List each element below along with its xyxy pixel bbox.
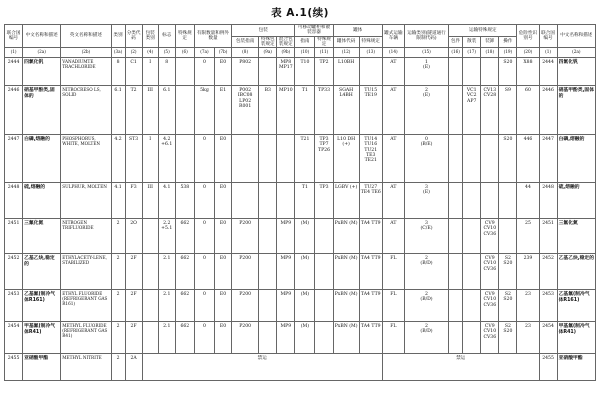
cell-bulk: VC1 VC2 AP7 (463, 86, 481, 135)
cell-mp (277, 135, 295, 183)
cell-op: S2 S20 (499, 254, 517, 290)
cell-tsp: TP33 (315, 86, 333, 135)
cell-bulk (463, 58, 481, 86)
cell-cn2: 硝基甲酚类,固体的 (557, 86, 595, 135)
cell-cn2: 乙基乙炔,稳定的 (557, 254, 595, 290)
col-special-provisions: 特殊规定 (175, 25, 194, 48)
cell-op (499, 183, 517, 219)
cell-cat (404, 254, 448, 290)
cell-pi (232, 183, 259, 219)
tunnel-code: (B/E) (420, 142, 433, 148)
cell-en: NITROGEN TRIFLUORIDE (61, 219, 111, 254)
cell-pk (449, 58, 463, 86)
table-row: 2455 亚硝酸甲酯 METHYL NITRITE 2 2A 禁运 禁运 2455 亚硝酸甲酯 (5, 354, 596, 381)
cell-en: VANADIUMTE TRACHLORIDE (61, 58, 111, 86)
cell-cn2: 三氟化氮 (557, 219, 595, 254)
cell-hin: 23 (517, 290, 539, 322)
cell-pk (449, 322, 463, 354)
cell-sp (175, 86, 194, 135)
sub-mixed-packing: 混合包装规定 (277, 36, 295, 48)
table-row (5, 254, 596, 290)
col-portable-tanks: 可移动罐柜和散装容器 (295, 25, 333, 37)
cell-cat (404, 135, 448, 183)
cell-veh: AT (382, 183, 404, 219)
cell-veh: AT (382, 86, 404, 135)
cell-veh: FL (382, 254, 404, 290)
cell-un2: 2452 (539, 254, 557, 290)
cell-ld (481, 58, 499, 86)
col-transport-category: 运输类别(隧道通行限制代码) (404, 25, 448, 48)
cell-cn2: 甲基氟(制冷气体R41) (557, 322, 595, 354)
cell-tsp2 (359, 58, 382, 86)
col-tank-vehicle: 罐式运输车辆 (382, 25, 404, 48)
col-packaging: 包装 (232, 25, 295, 37)
col-packing-group: 包装类别 (142, 25, 158, 48)
cell-cls: 2 (111, 219, 125, 254)
page-title: 表 A.1(续) (271, 7, 329, 19)
cell-mp: MP9 (277, 290, 295, 322)
cell-en: NITROCRESO LS, SOLID (61, 86, 111, 135)
cell-lq: 0 (194, 219, 214, 254)
cell-un2: 2454 (539, 322, 557, 354)
cell-un2: 2447 (539, 135, 557, 183)
banned-notice: 禁运 (382, 354, 539, 381)
cell-tsp: TP2 (315, 58, 333, 86)
cell-op: S2 S20 (499, 322, 517, 354)
cell-lbl: 4.2 +6.1 (158, 135, 175, 183)
cell-tpi: (M) (295, 322, 315, 354)
dangerous-goods-table (4, 24, 596, 381)
cell-bulk (463, 322, 481, 354)
cell-pi: P200 (232, 322, 259, 354)
cell-en: ETHYLACETY-LENE, STABILIZED (61, 254, 111, 290)
cell-en: METHYL FLUORIDE (REFRIGERANT GAS R41) (61, 322, 111, 354)
cell-pk (449, 86, 463, 135)
cell-veh: AT (382, 58, 404, 86)
cell-veh: AT (382, 219, 404, 254)
tunnel-code: (B/D) (420, 261, 433, 267)
cell-bulk (463, 183, 481, 219)
cell-mp: MP9 (277, 219, 295, 254)
banned-notice: 禁运 (142, 354, 382, 381)
cell-hin: 60 (517, 86, 539, 135)
cell-lq: 0 (194, 322, 214, 354)
cell-code: 2F (125, 290, 142, 322)
cell-pg (142, 290, 158, 322)
transport-category: 2 (425, 324, 428, 330)
cell-pk (449, 290, 463, 322)
cell-cn: 甲基氟(制冷气体R41) (23, 322, 61, 354)
cell-bulk (463, 219, 481, 254)
cell-spp (259, 290, 277, 322)
cell-cat (404, 183, 448, 219)
cell-eq: E0 (214, 290, 231, 322)
cell-spp (259, 58, 277, 86)
cell-code: T2 (125, 86, 142, 135)
cell-sp: 538 (175, 183, 194, 219)
cell-hin: 23 (517, 322, 539, 354)
cell-cn: 四氯化钒 (23, 58, 61, 86)
cell-eq: E0 (214, 135, 231, 183)
cell-hin: 25 (517, 219, 539, 254)
cell-sp (175, 135, 194, 183)
cell-cn2: 白磷,熔融的 (557, 135, 595, 183)
cell-un: 2453 (5, 290, 23, 322)
cell-pi: P200 (232, 290, 259, 322)
transport-category: 3 (425, 221, 428, 227)
cell-mp (277, 183, 295, 219)
cell-pg (142, 322, 158, 354)
cell-pk (449, 219, 463, 254)
transport-category: 1 (425, 60, 428, 66)
cell-spp (259, 135, 277, 183)
cell-pi: P002 IBC08 LP02 R001 (232, 86, 259, 135)
cell-pi (232, 135, 259, 183)
sub-tank-instructions: 指南 (295, 36, 315, 48)
cell-pg: III (142, 86, 158, 135)
cell-ld: CV9 CV10 CV36 (481, 290, 499, 322)
cell-cls: 2 (111, 254, 125, 290)
cell-code: ST3 (125, 135, 142, 183)
sub-packages: 包件 (449, 36, 463, 48)
cell-un2: 2448 (539, 183, 557, 219)
tunnel-code: (E) (423, 190, 430, 196)
cell-un: 2448 (5, 183, 23, 219)
col-un-right: 联合国编号 (539, 25, 557, 48)
cell-ld: CV13 CV28 (481, 86, 499, 135)
cell-un2: 2444 (539, 58, 557, 86)
cell-pi: P802 (232, 58, 259, 86)
col-name-cn-right: 中文名称和描述 (557, 25, 595, 48)
cell-un2: 2453 (539, 290, 557, 322)
cell-pk (449, 254, 463, 290)
cell-eq: E0 (214, 322, 231, 354)
cell-en: ETHYL FLUORIDE (REFRIGERANT GAS R161) (61, 290, 111, 322)
cell-tsp2: TU14 TU16 TU21 TE3 TE21 (359, 135, 382, 183)
cell-lbl: 6.1 (158, 86, 175, 135)
cell-un: 2454 (5, 322, 23, 354)
cell-un: 2452 (5, 254, 23, 290)
cell-veh: FL (382, 290, 404, 322)
cell-pg: I (142, 135, 158, 183)
cell-eq: E1 (214, 86, 231, 135)
cell-code: F3 (125, 183, 142, 219)
sub-tank-special-2: 特殊规定 (359, 36, 382, 48)
cell-op: S20 (499, 58, 517, 86)
cell-cn: 三氟化氮 (23, 219, 61, 254)
cell-lbl: 4.1 (158, 183, 175, 219)
cell-un: 2444 (5, 58, 23, 86)
cell-tpi: (M) (295, 254, 315, 290)
cell-op: S20 (499, 135, 517, 183)
cell-sp (175, 58, 194, 86)
cell-hin: X88 (517, 58, 539, 86)
col-classification-code: 分类代码 (125, 25, 142, 48)
cell-tpi: T1 (295, 183, 315, 219)
cell-tpi: T1 (295, 86, 315, 135)
cell-cat (404, 86, 448, 135)
cell-mp: MP10 (277, 86, 295, 135)
col-tanks: 罐体 (333, 25, 382, 37)
cell-spp (259, 219, 277, 254)
cell-veh: FL (382, 322, 404, 354)
cell-cls: 6.1 (111, 86, 125, 135)
cell-pi: P200 (232, 254, 259, 290)
table-row (5, 183, 596, 219)
cell-tsp (315, 219, 333, 254)
cell-tcode: L10 DH (+) (333, 135, 359, 183)
cell-cat (404, 290, 448, 322)
cell-cat (404, 322, 448, 354)
cell-tcode: PxBN (M) (333, 322, 359, 354)
sub-bulk: 散装 (463, 36, 481, 48)
tunnel-code: (B/D) (420, 329, 433, 335)
cell-tpi: T21 (295, 135, 315, 183)
cell-tcode: SGAH L4BH (333, 86, 359, 135)
transport-category: 3 (425, 185, 428, 191)
table-row (5, 135, 596, 183)
cell-hin: 44 (517, 183, 539, 219)
cell-ld: CV9 CV10 CV36 (481, 254, 499, 290)
cell-op (499, 219, 517, 254)
cell-tcode: PxBN (M) (333, 219, 359, 254)
tunnel-code: (C/E) (420, 226, 433, 232)
cell-tpi: T10 (295, 58, 315, 86)
cell-cat (404, 219, 448, 254)
cell-tcode: PxBN (M) (333, 254, 359, 290)
cell-eq: E0 (214, 254, 231, 290)
cell-lq: 0 (194, 58, 214, 86)
cell-bulk (463, 254, 481, 290)
cell-tsp (315, 322, 333, 354)
cell-hin: 239 (517, 254, 539, 290)
cell-lbl: 2.1 (158, 254, 175, 290)
sub-tank-special: 特殊规定 (315, 36, 333, 48)
cell-pk (449, 135, 463, 183)
cell-lq: 0 (194, 183, 214, 219)
cell-pg (142, 254, 158, 290)
cell-op: S2 S20 (499, 290, 517, 322)
table-row (5, 290, 596, 322)
col-limited-qty: 有限数量和例外数量 (194, 25, 231, 48)
cell-sp: 662 (175, 322, 194, 354)
cell-lq: 5kg (194, 86, 214, 135)
cell-lq: 0 (194, 254, 214, 290)
col-label: 标志 (158, 25, 175, 48)
cell-spp (259, 183, 277, 219)
cell-un: 2446 (5, 86, 23, 135)
cell-code: 2F (125, 254, 142, 290)
cell-cn2: 四氯化钒 (557, 58, 595, 86)
cell-cls: 2 (111, 322, 125, 354)
cell-pg: I (142, 58, 158, 86)
cell-cn: 乙基乙炔,稳定的 (23, 254, 61, 290)
transport-category: 0 (425, 137, 428, 143)
cell-spp: B3 (259, 86, 277, 135)
col-special-provisions-carriage: 运输特殊规定 (449, 25, 517, 37)
cell-cn2: 乙基氟(制冷气体R161) (557, 290, 595, 322)
cell-cls: 8 (111, 58, 125, 86)
cell-lq: 0 (194, 290, 214, 322)
cell-tsp: TP3 TP7 TP26 (315, 135, 333, 183)
cell-un: 2451 (5, 219, 23, 254)
col-name-en: 英文名称和描述 (61, 25, 111, 48)
cell-mp: MP9 (277, 322, 295, 354)
table-row (5, 58, 596, 86)
tunnel-code: (E) (423, 65, 430, 71)
cell-cn: 硫,熔融的 (23, 183, 61, 219)
transport-category: 2 (425, 88, 428, 94)
cell-sp: 662 (175, 290, 194, 322)
cell-un2: 2451 (539, 219, 557, 254)
cell-mp: MP8 MP17 (277, 58, 295, 86)
table-body (5, 58, 596, 381)
cell-eq: E0 (214, 58, 231, 86)
cell-eq: E0 (214, 183, 231, 219)
cell-un: 2447 (5, 135, 23, 183)
cell-lq: 0 (194, 135, 214, 183)
cell-pk (449, 183, 463, 219)
cell-sp: 662 (175, 254, 194, 290)
cell-tsp2: TA4 TT9 (359, 290, 382, 322)
cell-cat (404, 58, 448, 86)
cell-hin: 446 (517, 135, 539, 183)
transport-category: 2 (425, 292, 428, 298)
cell-bulk (463, 290, 481, 322)
cell-cn: 白磷,熔融的 (23, 135, 61, 183)
cell-lbl: 2.2 +5.1 (158, 219, 175, 254)
sub-operation: 操作 (499, 36, 517, 48)
cell-lbl: 8 (158, 58, 175, 86)
sub-special-packing: 特殊包装规定 (259, 36, 277, 48)
cell-bulk (463, 135, 481, 183)
cell-tsp (315, 254, 333, 290)
cell-lbl: 2.1 (158, 290, 175, 322)
cell-ld: CV9 CV10 CV36 (481, 219, 499, 254)
col-name-cn: 中文名称和描述 (23, 25, 61, 48)
cell-ld (481, 135, 499, 183)
cell-mp: MP9 (277, 254, 295, 290)
tunnel-code: (B/D) (420, 297, 433, 303)
cell-tsp2: TA4 TT9 (359, 254, 382, 290)
cell-cn2: 硫,熔融的 (557, 183, 595, 219)
cell-cls: 4.2 (111, 135, 125, 183)
cell-tsp2: TA4 TT9 (359, 219, 382, 254)
cell-cls: 2 (111, 290, 125, 322)
cell-tcode: PxBN (M) (333, 290, 359, 322)
tunnel-code: (E) (423, 93, 430, 99)
col-class: 类别 (111, 25, 125, 48)
cell-tpi: (M) (295, 290, 315, 322)
cell-eq: E0 (214, 219, 231, 254)
cell-code: C1 (125, 58, 142, 86)
cell-sp: 662 (175, 219, 194, 254)
cell-ld: CV9 CV10 CV36 (481, 322, 499, 354)
cell-veh: AT (382, 135, 404, 183)
sub-loading: 装卸 (481, 36, 499, 48)
cell-un2: 2446 (539, 86, 557, 135)
cell-pg (142, 219, 158, 254)
transport-category: 2 (425, 256, 428, 262)
cell-cn: 乙基氟(制冷气体R161) (23, 290, 61, 322)
cell-tsp2: TU27 TE4 TE6 (359, 183, 382, 219)
sub-tank-code: 罐体代码 (333, 36, 359, 48)
cell-tpi: (M) (295, 219, 315, 254)
cell-en: SULPHUR, MOLTEN (61, 183, 111, 219)
column-number-row: (1) (2a) (2b) (3a) (2) (4) (5) (6) (7a) (7b) (8) (9a) (9b) (10) (11) (12) (13) (14) (15) (16) (17) (18) (19) (20) (1) (2a) (5, 48, 596, 58)
cell-ld (481, 183, 499, 219)
cell-en: PHOSPHORUS, WHITE, MOLTEN (61, 135, 111, 183)
table-row (5, 86, 596, 135)
table-row (5, 219, 596, 254)
cell-tsp2: TU15 TE19 (359, 86, 382, 135)
col-hazard-id: 危险性识别号 (517, 25, 539, 48)
cell-tcode: LGBV (+) (333, 183, 359, 219)
cell-spp (259, 254, 277, 290)
sub-packing-instructions: 包装指南 (232, 36, 259, 48)
table-row (5, 322, 596, 354)
cell-pi: P200 (232, 219, 259, 254)
cell-tsp: TP3 (315, 183, 333, 219)
cell-lbl: 2.1 (158, 322, 175, 354)
cell-cls: 4.1 (111, 183, 125, 219)
cell-op: S9 (499, 86, 517, 135)
cell-cn: 硝基甲酚类,固体的 (23, 86, 61, 135)
cell-pg: III (142, 183, 158, 219)
cell-tsp2: TA4 TT9 (359, 322, 382, 354)
col-un: 联合国编号 (5, 25, 23, 48)
cell-code: 2O (125, 219, 142, 254)
cell-spp (259, 322, 277, 354)
cell-tsp (315, 290, 333, 322)
cell-code: 2F (125, 322, 142, 354)
cell-tcode: L10BH (333, 58, 359, 86)
